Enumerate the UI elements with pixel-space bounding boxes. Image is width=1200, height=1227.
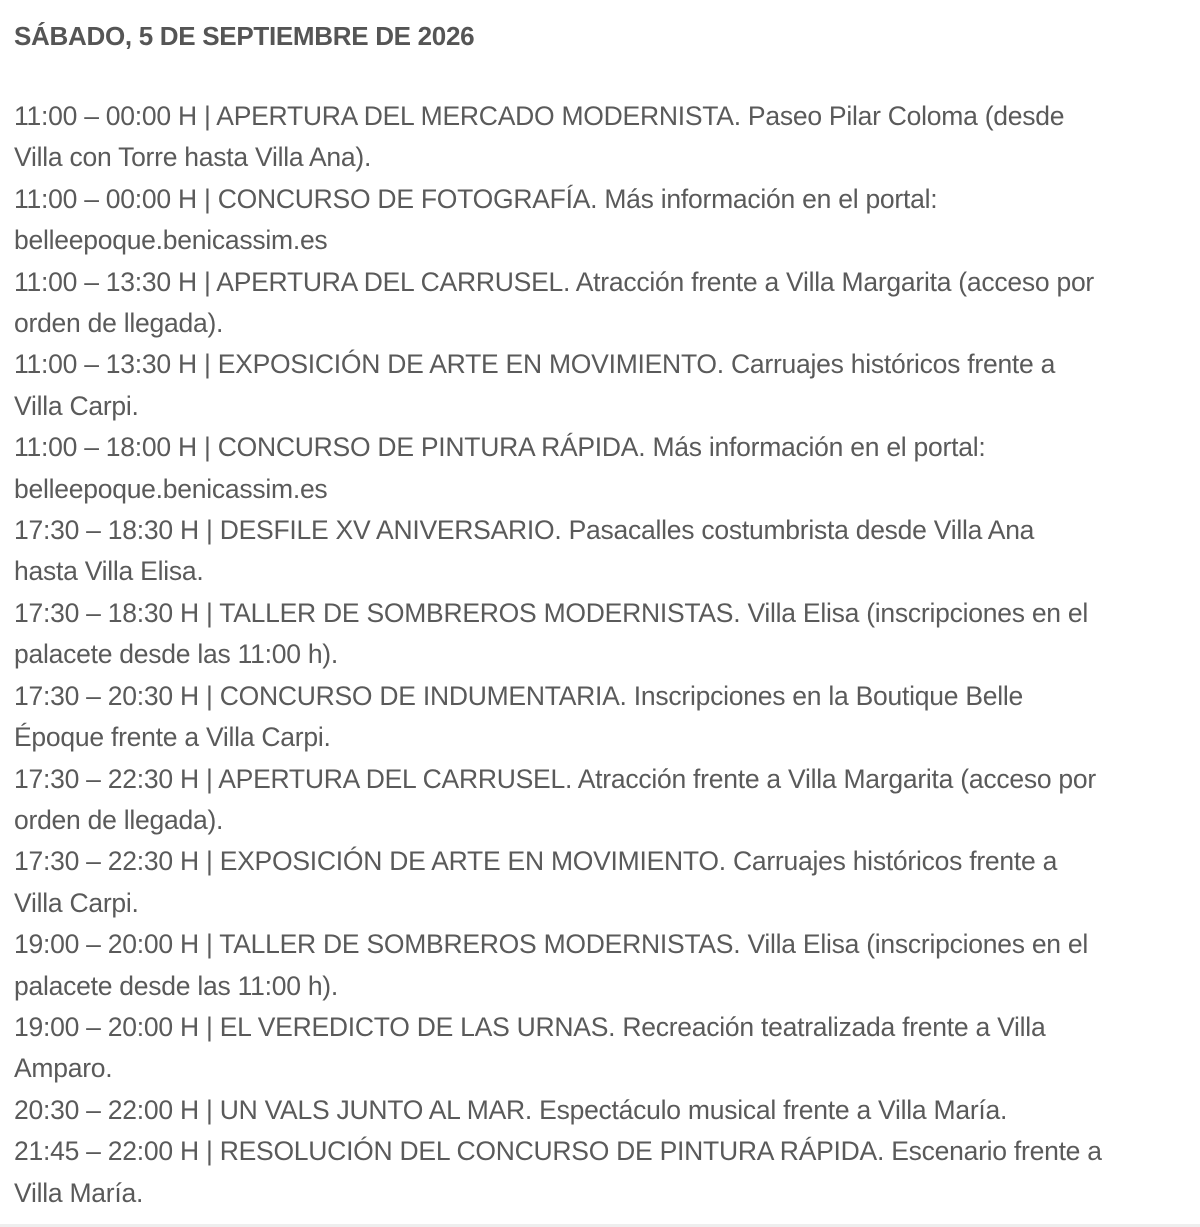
event-item: 11:00 – 00:00 H | CONCURSO DE FOTOGRAFÍA. Más información en el portal: belleepoque.benicassim.es bbox=[14, 183, 938, 256]
event-item: 19:00 – 20:00 H | TALLER DE SOMBREROS MODERNISTAS. Villa Elisa (inscripciones en el palacete desde las 11:00 h). bbox=[14, 929, 1089, 1001]
event-item: 17:30 – 22:30 H | APERTURA DEL CARRUSEL. Atracción frente a Villa Margarita (acceso por orden de llegada). bbox=[14, 763, 1096, 835]
event-item: 17:30 – 20:30 H | CONCURSO DE INDUMENTARIA. Inscripciones en la Boutique Belle Époque frente a Villa Carpi. bbox=[14, 680, 1024, 753]
event-item: 19:00 – 20:00 H | EL VEREDICTO DE LAS URNAS. Recreación teatralizada frente a Villa Amparo. bbox=[14, 1011, 1046, 1084]
event-item: 11:00 – 13:30 H | APERTURA DEL CARRUSEL. Atracción frente a Villa Margarita (acceso por orden de llegada). bbox=[14, 266, 1095, 339]
event-item: 17:30 – 22:30 H | EXPOSICIÓN DE ARTE EN MOVIMIENTO. Carruajes históricos frente a Villa Carpi. bbox=[14, 846, 1058, 918]
event-item: 17:30 – 18:30 H | DESFILE XV ANIVERSARIO. Pasacalles costumbrista desde Villa Ana hasta Villa Elisa. bbox=[14, 515, 1035, 587]
event-item: 11:00 – 18:00 H | CONCURSO DE PINTURA RÁPIDA. Más información en el portal: belleepoque.benicassim.es bbox=[14, 432, 986, 504]
event-item: 20:30 – 22:00 H | UN VALS JUNTO AL MAR. Espectáculo musical frente a Villa María. bbox=[14, 1094, 1008, 1125]
event-item: 11:00 – 13:30 H | EXPOSICIÓN DE ARTE EN MOVIMIENTO. Carruajes históricos frente a Villa Carpi. bbox=[14, 349, 1056, 421]
event-item: 21:45 – 22:00 H | RESOLUCIÓN DEL CONCURSO DE PINTURA RÁPIDA. Escenario frente a Villa María. bbox=[14, 1136, 1102, 1208]
event-item: 11:00 – 00:00 H | APERTURA DEL MERCADO MODERNISTA. Paseo Pilar Coloma (desde Villa con Torre hasta Villa Ana). bbox=[14, 101, 1065, 173]
program-day bbox=[14, 0, 1124, 1208]
event-item: 17:30 – 18:30 H | TALLER DE SOMBREROS MODERNISTAS. Villa Elisa (inscripciones en el palacete desde las 11:00 h). bbox=[14, 597, 1089, 670]
day-heading: SÁBADO, 5 DE SEPTIEMBRE DE 2026 bbox=[14, 21, 475, 51]
event-list bbox=[14, 96, 1104, 1214]
